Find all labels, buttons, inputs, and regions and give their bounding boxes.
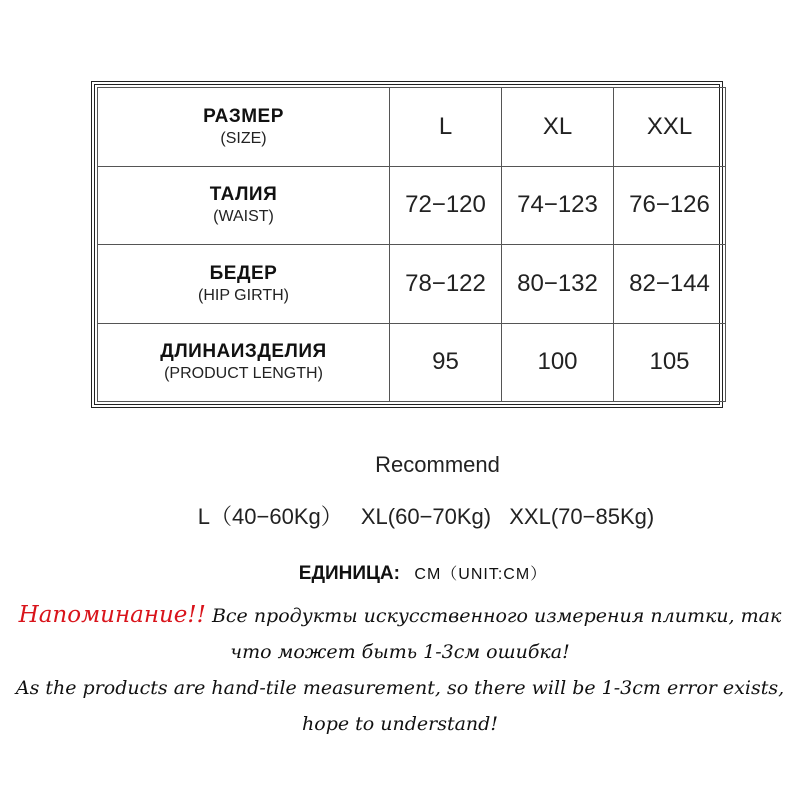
cell-value: XXL [646,112,693,140]
cell-value: 76−126 [629,191,710,219]
cell-value: 82−144 [629,269,710,297]
cell-value: 74−123 [517,191,598,219]
row-label-en: (WAIST) [213,208,274,226]
measurement-note [14,597,786,742]
table-row-hip [98,245,726,324]
table-cell [502,323,614,402]
unit-label: ЕДИНИЦА: [298,563,400,584]
cell-value: 95 [432,348,459,376]
cell-value: 105 [649,348,690,376]
note-prefix: Напоминание!! [18,602,206,628]
row-label-ru: РАЗМЕР [203,105,284,127]
note-text-ru: Все продукты искусственного измерения плитки, так что может быть 1-3см ошибка! [211,605,782,663]
recommend-item-l: L（40−60Kg） [197,504,343,529]
unit-line [0,561,800,585]
row-label-en: (PRODUCT LENGTH) [164,365,323,383]
cell-value: XL [542,112,573,140]
row-header-hip [98,245,390,324]
row-label-ru: ТАЛИЯ [209,184,278,206]
table-cell [390,245,502,324]
cell-value: 72−120 [405,191,486,219]
table-cell [390,88,502,167]
row-label-en: (SIZE) [220,129,267,147]
row-label-en: (HIP GIRTH) [198,286,289,304]
recommend-item-xl: XL(60−70Kg) [360,504,492,529]
note-text-en: As the products are hand-tile measurement, so there will be 1-3cm error exists, hope to understand! [15,677,785,735]
cell-value: 80−132 [517,269,598,297]
unit-value: CM（UNIT:CM） [414,566,548,583]
row-header-size [98,88,390,167]
row-label-ru: ДЛИНАИЗДЕЛИЯ [160,341,327,363]
recommend-weights [0,500,800,531]
cell-value: L [438,112,453,140]
table-cell [614,323,726,402]
row-label-ru: БЕДЕР [209,262,278,284]
table-row-size [98,88,726,167]
table-row-waist [98,166,726,245]
recommend-item-xxl: XXL(70−85Kg) [509,504,655,529]
cell-value: 100 [537,348,578,376]
table-cell [502,166,614,245]
table-cell [502,245,614,324]
size-chart-frame [91,81,723,408]
row-header-length [98,323,390,402]
table-cell [502,88,614,167]
row-header-waist [98,166,390,245]
table-cell [614,245,726,324]
table-row-length [98,323,726,402]
recommend-title: Recommend [375,452,500,477]
table-cell [614,88,726,167]
size-chart-table [97,87,726,402]
table-cell [390,166,502,245]
cell-value: 78−122 [405,269,486,297]
table-cell [614,166,726,245]
table-cell [390,323,502,402]
